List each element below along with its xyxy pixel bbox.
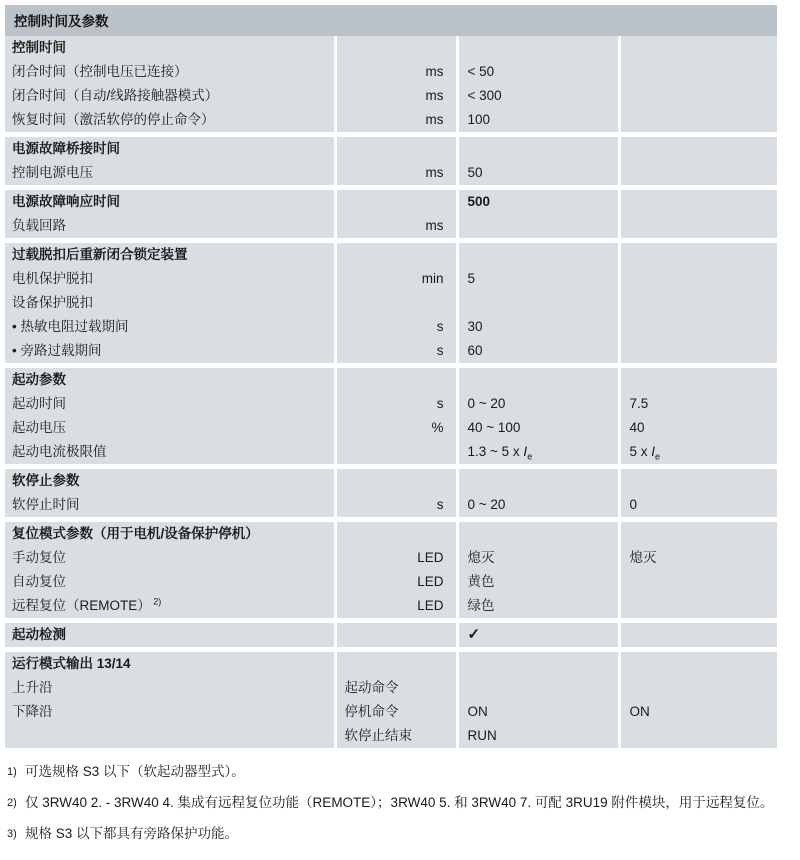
- row-unit: [337, 291, 456, 315]
- row-unit-cell: [335, 594, 457, 618]
- row-label-cell: [5, 84, 335, 108]
- table-row: [5, 570, 777, 594]
- table-row: [5, 267, 777, 291]
- row-value-primary-cell: [457, 700, 619, 724]
- table-group-row: [5, 243, 777, 267]
- row-value-secondary: [621, 137, 778, 161]
- table-row: [5, 214, 777, 238]
- row-value-primary: 0 ~ 20: [467, 396, 506, 411]
- row-label: 起动电流极限值: [12, 444, 107, 459]
- row-unit-cell: [335, 60, 457, 84]
- row-value-primary: [459, 652, 618, 676]
- row-value-primary-cell: [457, 392, 619, 416]
- row-unit-cell: [335, 469, 457, 493]
- row-label-cell: [5, 267, 335, 291]
- row-label-cell: [5, 570, 335, 594]
- row-value-primary-cell: [457, 623, 619, 647]
- row-value-secondary: [621, 267, 778, 291]
- row-label-cell: [5, 392, 335, 416]
- row-value-secondary-cell: [619, 652, 777, 676]
- row-value-primary: 30: [467, 319, 483, 334]
- row-value-primary-cell: [457, 522, 619, 546]
- table-row: [5, 594, 777, 618]
- footnotes-list: [7, 762, 787, 844]
- row-unit: [337, 137, 456, 161]
- row-unit-cell: [335, 570, 457, 594]
- table-group-row: [5, 190, 777, 214]
- row-unit: [337, 36, 456, 60]
- row-value-primary-cell: [457, 339, 619, 363]
- row-unit: [337, 440, 456, 464]
- row-label: 运行模式输出 13/14: [12, 656, 131, 671]
- row-value-primary: 熄灭: [467, 550, 495, 565]
- row-label-cell: [5, 652, 335, 676]
- row-value-primary-cell: [457, 676, 619, 700]
- row-value-primary-cell: [457, 36, 619, 60]
- row-value-secondary: [621, 108, 778, 132]
- row-value-secondary: [621, 84, 778, 108]
- footnote-ref: 2): [150, 596, 162, 607]
- row-value-primary: ON: [467, 704, 488, 719]
- row-label-cell: [5, 416, 335, 440]
- row-value-secondary-cell: [619, 161, 777, 185]
- row-unit-cell: [335, 339, 457, 363]
- row-value-primary-cell: [457, 190, 619, 214]
- row-unit-cell: [335, 137, 457, 161]
- row-value-secondary: [621, 652, 778, 676]
- row-value-secondary-cell: [619, 700, 777, 724]
- row-value-primary: 5: [467, 271, 476, 286]
- row-unit-cell: [335, 724, 457, 748]
- row-label-cell: [5, 108, 335, 132]
- row-value-secondary-cell: [619, 291, 777, 315]
- spec-sheet: [0, 5, 800, 844]
- footnote-marker: 3): [7, 828, 17, 840]
- row-value-secondary: 5 x $I_e$: [629, 444, 661, 462]
- table-row: [5, 161, 777, 185]
- row-label-cell: [5, 243, 335, 267]
- row-label: 起动电压: [12, 420, 66, 435]
- row-value-primary-cell: [457, 652, 619, 676]
- row-label-cell: [5, 594, 335, 618]
- row-label-cell: [5, 724, 335, 748]
- row-unit-cell: [335, 493, 457, 517]
- row-value-secondary-cell: [619, 36, 777, 60]
- row-value-primary: [459, 676, 618, 700]
- row-value-primary: [459, 214, 618, 238]
- row-value-primary: [459, 368, 618, 392]
- row-value-primary: 0 ~ 20: [467, 497, 506, 512]
- row-label: 电源故障桥接时间: [12, 141, 120, 156]
- row-value-secondary-cell: [619, 594, 777, 618]
- row-value-primary: 500: [467, 194, 491, 209]
- footnote: [7, 824, 787, 844]
- row-label: [5, 724, 334, 748]
- row-value-primary: 40 ~ 100: [467, 420, 521, 435]
- row-value-primary-cell: [457, 594, 619, 618]
- row-unit: [337, 652, 456, 676]
- row-value-secondary: [621, 522, 778, 546]
- table-header-title: 控制时间及参数: [5, 5, 777, 36]
- row-label: 软停止时间: [12, 497, 80, 512]
- row-value-secondary-cell: [619, 190, 777, 214]
- row-value-secondary-cell: [619, 84, 777, 108]
- row-label: 起动时间: [12, 396, 66, 411]
- row-unit: s: [436, 319, 444, 334]
- row-value-secondary-cell: [619, 339, 777, 363]
- row-value-primary: 1.3 ~ 5 x $I_e$: [467, 444, 533, 462]
- row-label: • 旁路过载期间: [12, 343, 102, 358]
- row-value-primary: [459, 243, 618, 267]
- row-value-secondary: 40: [629, 420, 645, 435]
- row-value-primary: [459, 36, 618, 60]
- table-group-row: [5, 623, 777, 647]
- row-value-primary-cell: [457, 214, 619, 238]
- row-value-primary: [459, 522, 618, 546]
- row-value-primary: [459, 469, 618, 493]
- table-row: [5, 291, 777, 315]
- row-label: 闭合时间（控制电压已连接）: [12, 64, 188, 79]
- table-row: [5, 60, 777, 84]
- row-unit: 停机命令: [344, 704, 399, 719]
- row-value-secondary: [621, 594, 778, 618]
- row-label-cell: [5, 522, 335, 546]
- row-label-cell: [5, 339, 335, 363]
- row-unit: 起动命令: [344, 680, 399, 695]
- row-value-secondary: [621, 243, 778, 267]
- row-value-secondary: 0: [629, 497, 638, 512]
- row-label-cell: [5, 469, 335, 493]
- row-label: 软停止参数: [12, 473, 80, 488]
- row-unit-cell: [335, 315, 457, 339]
- row-value-secondary-cell: [619, 267, 777, 291]
- row-unit-cell: [335, 291, 457, 315]
- row-label: 电机保护脱扣: [12, 271, 93, 286]
- row-value-secondary: ON: [629, 704, 650, 719]
- table-group-row: [5, 522, 777, 546]
- row-unit-cell: [335, 368, 457, 392]
- row-unit: ms: [425, 218, 444, 233]
- row-unit: s: [436, 343, 444, 358]
- row-label: 恢复时间（激活软停的停止命令）: [12, 112, 215, 127]
- row-label: 手动复位: [12, 550, 66, 565]
- row-unit: [337, 469, 456, 493]
- row-value-primary-cell: [457, 84, 619, 108]
- row-unit-cell: [335, 623, 457, 647]
- row-value-secondary: [621, 190, 778, 214]
- row-value-secondary: [621, 724, 778, 748]
- row-label: 上升沿: [12, 680, 53, 695]
- row-value-primary-cell: [457, 469, 619, 493]
- row-unit-cell: [335, 676, 457, 700]
- row-value-primary-cell: [457, 416, 619, 440]
- footnote-text: 规格 S3 以下都具有旁路保护功能。: [25, 826, 239, 841]
- row-value-secondary-cell: [619, 368, 777, 392]
- row-label: 下降沿: [12, 704, 53, 719]
- row-value-primary: 黄色: [467, 574, 495, 589]
- row-label-cell: [5, 137, 335, 161]
- table-group-row: [5, 652, 777, 676]
- row-value-primary: 绿色: [467, 598, 495, 613]
- row-unit: [337, 623, 456, 647]
- row-label-cell: [5, 190, 335, 214]
- row-value-secondary: [621, 60, 778, 84]
- row-value-primary-cell: [457, 60, 619, 84]
- row-value-primary: 50: [467, 165, 483, 180]
- row-label: 起动检测: [12, 627, 66, 642]
- row-value-secondary-cell: [619, 60, 777, 84]
- row-value-primary-cell: [457, 724, 619, 748]
- row-label-cell: [5, 291, 335, 315]
- row-unit-cell: [335, 84, 457, 108]
- table-group-row: [5, 368, 777, 392]
- row-unit: LED: [417, 550, 444, 565]
- row-value-secondary-cell: [619, 493, 777, 517]
- footnote: [7, 793, 787, 813]
- row-unit-cell: [335, 440, 457, 464]
- row-value-secondary-cell: [619, 570, 777, 594]
- row-label: 远程复位（REMOTE） $^{2)}$: [12, 596, 162, 613]
- row-value-primary: [459, 137, 618, 161]
- table-group-row: [5, 137, 777, 161]
- table-group-row: [5, 469, 777, 493]
- row-value-primary-cell: [457, 108, 619, 132]
- row-label: • 热敏电阻过载期间: [12, 319, 129, 334]
- row-value-secondary: [621, 291, 778, 315]
- row-unit: s: [436, 396, 444, 411]
- row-unit: ms: [425, 165, 444, 180]
- row-label-cell: [5, 161, 335, 185]
- row-value-primary-cell: [457, 546, 619, 570]
- row-value-secondary-cell: [619, 724, 777, 748]
- footnote-marker: 1): [7, 766, 17, 778]
- footnote-text: 仅 3RW40 2. - 3RW40 4. 集成有远程复位功能（REMOTE）；3RW40 5. 和 3RW40 7. 可配 3RU19 附件模块，用于远程复位。: [25, 795, 774, 810]
- table-row: [5, 108, 777, 132]
- specification-table-body: [5, 36, 777, 748]
- row-value-secondary-cell: [619, 546, 777, 570]
- row-value-secondary: [621, 339, 778, 363]
- row-unit: ms: [425, 88, 444, 103]
- row-label-cell: [5, 315, 335, 339]
- table-row: [5, 676, 777, 700]
- row-value-primary: 60: [467, 343, 483, 358]
- row-label: 负载回路: [12, 218, 66, 233]
- row-label-cell: [5, 214, 335, 238]
- row-unit: 软停止结束: [344, 728, 412, 743]
- table-row: [5, 392, 777, 416]
- footnote-text: 可选规格 S3 以下（软起动器型式）。: [25, 764, 245, 779]
- row-unit-cell: [335, 190, 457, 214]
- row-unit-cell: [335, 161, 457, 185]
- check-icon: ✓: [467, 626, 481, 643]
- table-row: [5, 700, 777, 724]
- row-value-secondary-cell: [619, 416, 777, 440]
- row-label: 闭合时间（自动/线路接触器模式）: [12, 88, 219, 103]
- row-value-secondary-cell: [619, 315, 777, 339]
- row-unit: min: [421, 271, 444, 286]
- row-value-secondary: 熄灭: [629, 550, 657, 565]
- row-label-cell: [5, 368, 335, 392]
- footnote: [7, 762, 787, 782]
- row-unit: [337, 190, 456, 214]
- row-label-cell: [5, 60, 335, 84]
- row-value-secondary-cell: [619, 623, 777, 647]
- row-label: 复位模式参数（用于电机/设备保护停机）: [12, 526, 259, 541]
- row-label: 起动参数: [12, 372, 66, 387]
- row-label-cell: [5, 700, 335, 724]
- row-label: 电源故障响应时间: [12, 194, 120, 209]
- row-unit: ms: [425, 64, 444, 79]
- row-label-cell: [5, 546, 335, 570]
- row-value-secondary-cell: [619, 108, 777, 132]
- row-value-primary-cell: [457, 315, 619, 339]
- row-value-secondary: [621, 161, 778, 185]
- row-unit: LED: [417, 598, 444, 613]
- row-value-primary: < 300: [467, 88, 502, 103]
- row-value-primary-cell: [457, 137, 619, 161]
- row-value-primary-cell: [457, 493, 619, 517]
- footnote-marker: 2): [7, 797, 17, 809]
- row-value-secondary: [621, 676, 778, 700]
- row-label: 过载脱扣后重新闭合锁定装置: [12, 247, 188, 262]
- row-label: 设备保护脱扣: [12, 295, 93, 310]
- row-value-secondary: [621, 36, 778, 60]
- row-value-primary-cell: [457, 440, 619, 464]
- row-unit-cell: [335, 652, 457, 676]
- row-unit-cell: [335, 416, 457, 440]
- row-unit-cell: [335, 392, 457, 416]
- row-value-secondary-cell: [619, 676, 777, 700]
- table-row: [5, 493, 777, 517]
- row-value-secondary: [621, 570, 778, 594]
- row-value-primary: RUN: [467, 728, 497, 743]
- row-value-secondary-cell: [619, 522, 777, 546]
- row-value-primary-cell: [457, 570, 619, 594]
- row-value-secondary-cell: [619, 214, 777, 238]
- row-unit: ms: [425, 112, 444, 127]
- row-value-secondary-cell: [619, 243, 777, 267]
- row-value-primary: 100: [467, 112, 491, 127]
- row-unit-cell: [335, 267, 457, 291]
- row-value-primary: [459, 291, 618, 315]
- table-group-row: [5, 36, 777, 60]
- row-value-secondary: [621, 623, 778, 647]
- row-label: 控制电源电压: [12, 165, 93, 180]
- row-label: 自动复位: [12, 574, 66, 589]
- row-unit: s: [436, 497, 444, 512]
- row-value-primary-cell: [457, 267, 619, 291]
- table-row: [5, 315, 777, 339]
- table-row: [5, 546, 777, 570]
- row-value-secondary: [621, 214, 778, 238]
- row-value-secondary-cell: [619, 392, 777, 416]
- table-row: [5, 416, 777, 440]
- specification-table: [5, 36, 777, 748]
- row-value-secondary-cell: [619, 440, 777, 464]
- row-label-cell: [5, 493, 335, 517]
- table-row: [5, 440, 777, 464]
- row-unit-cell: [335, 522, 457, 546]
- row-value-secondary-cell: [619, 137, 777, 161]
- table-row: [5, 84, 777, 108]
- row-unit: [337, 368, 456, 392]
- row-value-primary: < 50: [467, 64, 495, 79]
- row-unit-cell: [335, 243, 457, 267]
- row-value-primary-cell: [457, 291, 619, 315]
- row-label-cell: [5, 36, 335, 60]
- row-value-secondary: [621, 368, 778, 392]
- row-unit: [337, 522, 456, 546]
- row-label: 控制时间: [12, 40, 66, 55]
- row-value-secondary: [621, 315, 778, 339]
- table-row: [5, 724, 777, 748]
- row-label-cell: [5, 676, 335, 700]
- row-value-primary-cell: [457, 368, 619, 392]
- row-value-primary-cell: [457, 243, 619, 267]
- row-unit-cell: [335, 700, 457, 724]
- row-unit: LED: [417, 574, 444, 589]
- row-label-cell: [5, 440, 335, 464]
- row-unit: [337, 243, 456, 267]
- row-unit-cell: [335, 108, 457, 132]
- row-value-secondary: 7.5: [629, 396, 649, 411]
- row-unit: %: [431, 420, 444, 435]
- row-value-secondary-cell: [619, 469, 777, 493]
- row-unit-cell: [335, 36, 457, 60]
- row-value-secondary: [621, 469, 778, 493]
- table-row: [5, 339, 777, 363]
- row-unit-cell: [335, 214, 457, 238]
- row-unit-cell: [335, 546, 457, 570]
- row-value-primary-cell: [457, 161, 619, 185]
- row-label-cell: [5, 623, 335, 647]
